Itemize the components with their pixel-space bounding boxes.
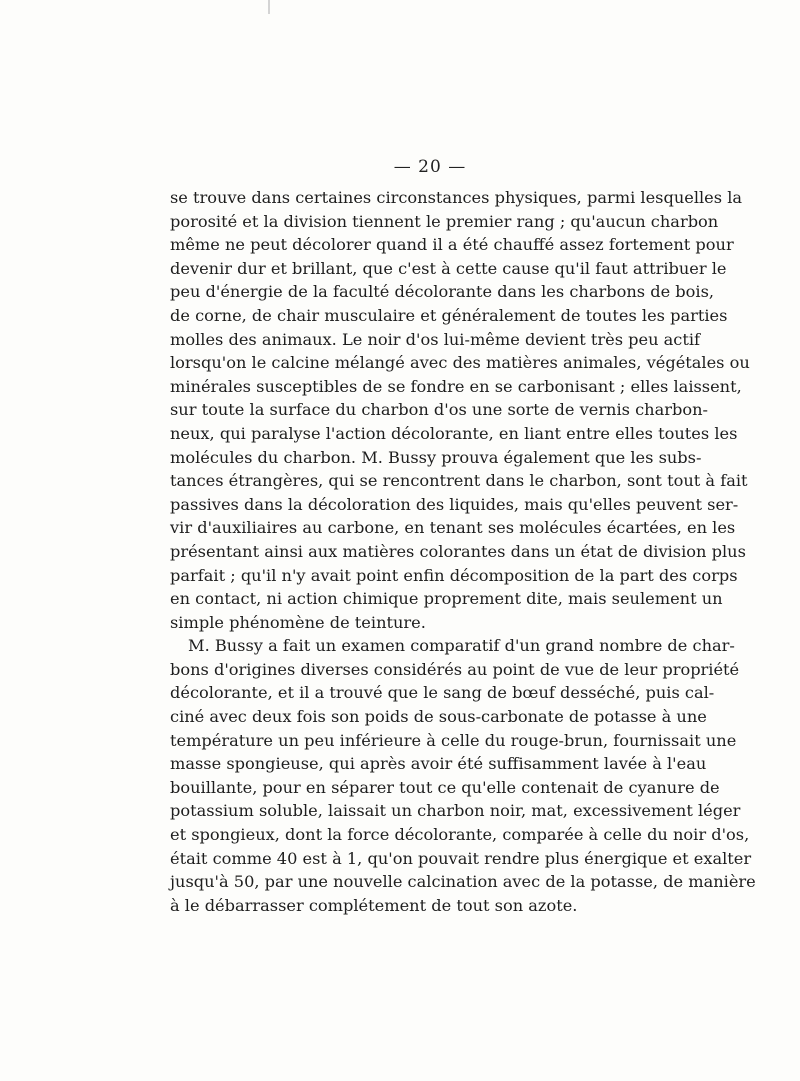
text-line: température un peu inférieure à celle du rouge-brun, fournissait une [170,730,737,750]
text-line: se trouve dans certaines circonstances physiques, parmi lesquelles la [170,188,743,207]
body-text [170,186,756,917]
text-line: parfait ; qu'il n'y avait point enfin décomposition de la part des corps [170,565,738,585]
text-line: jusqu'à 50, par une nouvelle calcination avec de la potasse, de manière [170,872,756,892]
text-line: même ne peut décolorer quand il a été chauffé assez fortement pour [170,235,734,255]
text-line: molécules du charbon. M. Bussy prouva également que les subs- [170,447,702,467]
text-line: devenir dur et brillant, que c'est à cette cause qu'il faut attribuer le [170,258,727,278]
paragraph [170,634,756,917]
paragraph [170,186,750,634]
text-line: peu d'énergie de la faculté décolorante dans les charbons de bois, [170,282,715,302]
text-line: sur toute la surface du charbon d'os une sorte de vernis charbon- [170,400,708,420]
scan-mark [268,0,270,14]
text-line: bons d'origines diverses considérés au point de vue de leur propriété [170,659,740,679]
text-line: bouillante, pour en séparer tout ce qu'elle contenait de cyanure de [170,777,720,797]
text-line: simple phénomène de teinture. [170,612,426,632]
text-line: masse spongieuse, qui après avoir été suffisamment lavée à l'eau [170,754,707,774]
text-line: minérales susceptibles de se fondre en se carbonisant ; elles laissent, [170,376,742,396]
text-line: en contact, ni action chimique proprement dite, mais seulement un [170,589,723,609]
text-line: porosité et la division tiennent le premier rang ; qu'aucun charbon [170,211,719,231]
text-line: et spongieux, dont la force décolorante, comparée à celle du noir d'os, [170,825,750,845]
page-number: — 20 — [393,157,467,177]
text-line: lorsqu'on le calcine mélangé avec des matières animales, végétales ou [170,353,750,373]
text-line: était comme 40 est à 1, qu'on pouvait rendre plus énergique et exalter [170,848,752,868]
text-line: ciné avec deux fois son poids de sous-carbonate de potasse à une [170,707,707,727]
text-line: à le débarrasser complétement de tout son azote. [170,895,578,915]
text-line: de corne, de chair musculaire et généralement de toutes les parties [170,305,728,325]
text-line: M. Bussy a fait un examen comparatif d'un grand nombre de char- [188,636,735,656]
text-line: passives dans la décoloration des liquides, mais qu'elles peuvent ser- [170,494,739,514]
text-line: présentant ainsi aux matières colorantes dans un état de division plus [170,541,746,561]
text-line: neux, qui paralyse l'action décolorante, en liant entre elles toutes les [170,423,738,443]
text-line: décolorante, et il a trouvé que le sang de bœuf desséché, puis cal- [170,683,715,703]
text-line: vir d'auxiliaires au carbone, en tenant ses molécules écartées, en les [170,518,736,538]
text-line: molles des animaux. Le noir d'os lui-même devient très peu actif [170,329,701,349]
text-line: tances étrangères, qui se rencontrent dans le charbon, sont tout à fait [170,471,748,491]
text-line: potassium soluble, laissait un charbon noir, mat, excessivement léger [170,801,741,821]
